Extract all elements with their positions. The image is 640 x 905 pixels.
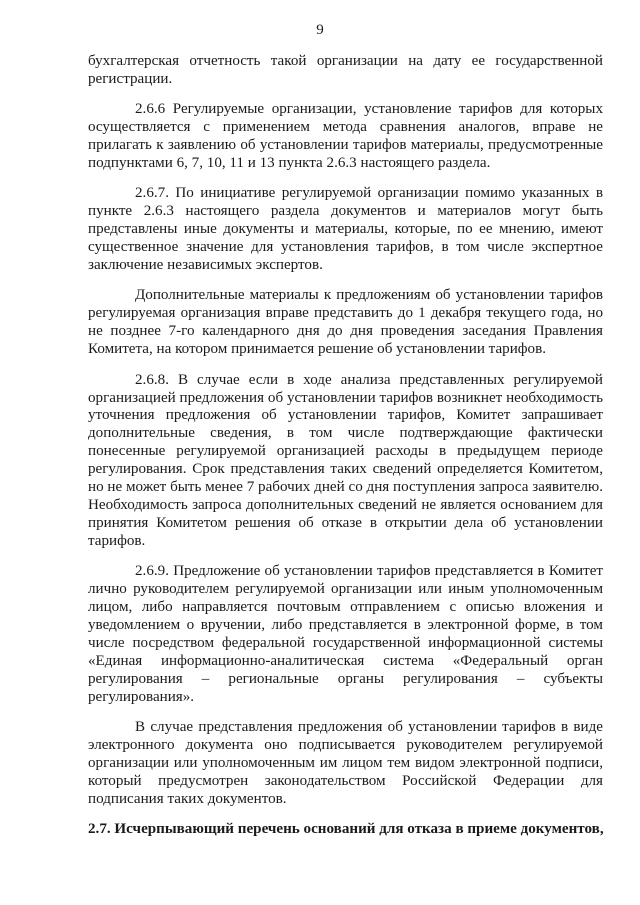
paragraph-2-6-9: 2.6.9. Предложение об установлении тарифов представляется в Комитет лично руководителем регулируемой организации или иным уполномоченным лицом, либо направляется почтовым отправлением с описью вложения и уведомлением о вручении, либо представляется в электронной форме, в том числе посредством федеральной государственной информационной системы «Единая информационно-аналитическая система «Федеральный орган регулирования – региональные органы регулирования – субъекты регулирования».: [88, 563, 603, 705]
document-body: [88, 53, 603, 839]
paragraph-additional-materials: Дополнительные материалы к предложениям об установлении тарифов регулируемая организация вправе представить до 1 декабря текущего года, но не позднее 7-го календарного дня до дня проведения заседания Правления Комитета, на котором принимается решение об установлении тарифов.: [88, 287, 603, 358]
paragraph-2-6-6: 2.6.6 Регулируемые организации, установление тарифов для которых осуществляется с применением метода сравнения аналогов, вправе не прилагать к заявлению об установлении тарифов материалы, предусмотренные подпунктами 6, 7, 10, 11 и 13 пункта 2.6.3 настоящего раздела.: [88, 101, 603, 172]
page-number: 9: [316, 22, 324, 38]
paragraph-2-6-8: 2.6.8. В случае если в ходе анализа представленных регулируемой организацией предложения об установлении тарифов возникнет необходимость уточнения предложения об установлении тарифов, Комитет запрашивает дополнительные сведения, в том числе подтверждающие фактически понесенные регулируемой организацией расходы в предыдущем периоде регулирования. Срок представления таких сведений определяется Комитетом, но не может быть менее 7 рабочих дней со дня поступления запроса заявителю. Необходимость запроса дополнительных сведений не является основанием для принятия Комитетом решения об отказе в открытии дела об установлении тарифов.: [88, 371, 603, 549]
paragraph-continuation: бухгалтерская отчетность такой организации на дату ее государственной регистрации.: [88, 53, 603, 87]
paragraph-electronic-document: В случае представления предложения об установлении тарифов в виде электронного документа оно подписывается руководителем регулируемой организации или уполномоченным им лицом тем видом электронной подписи, который предусмотрен законодательством Российской Федерации для подписания таких документов.: [88, 718, 603, 807]
section-heading-2-7: 2.7. Исчерпывающий перечень оснований для отказа в приеме документов,: [88, 820, 604, 837]
paragraph-2-6-7: 2.6.7. По инициативе регулируемой организации помимо указанных в пункте 2.6.3 настоящего раздела документов и материалов могут быть представлены иные документы и материалы, которые, по ее мнению, имеют существенное значение для установления тарифов, в том числе экспертное заключение независимых экспертов.: [88, 185, 603, 274]
